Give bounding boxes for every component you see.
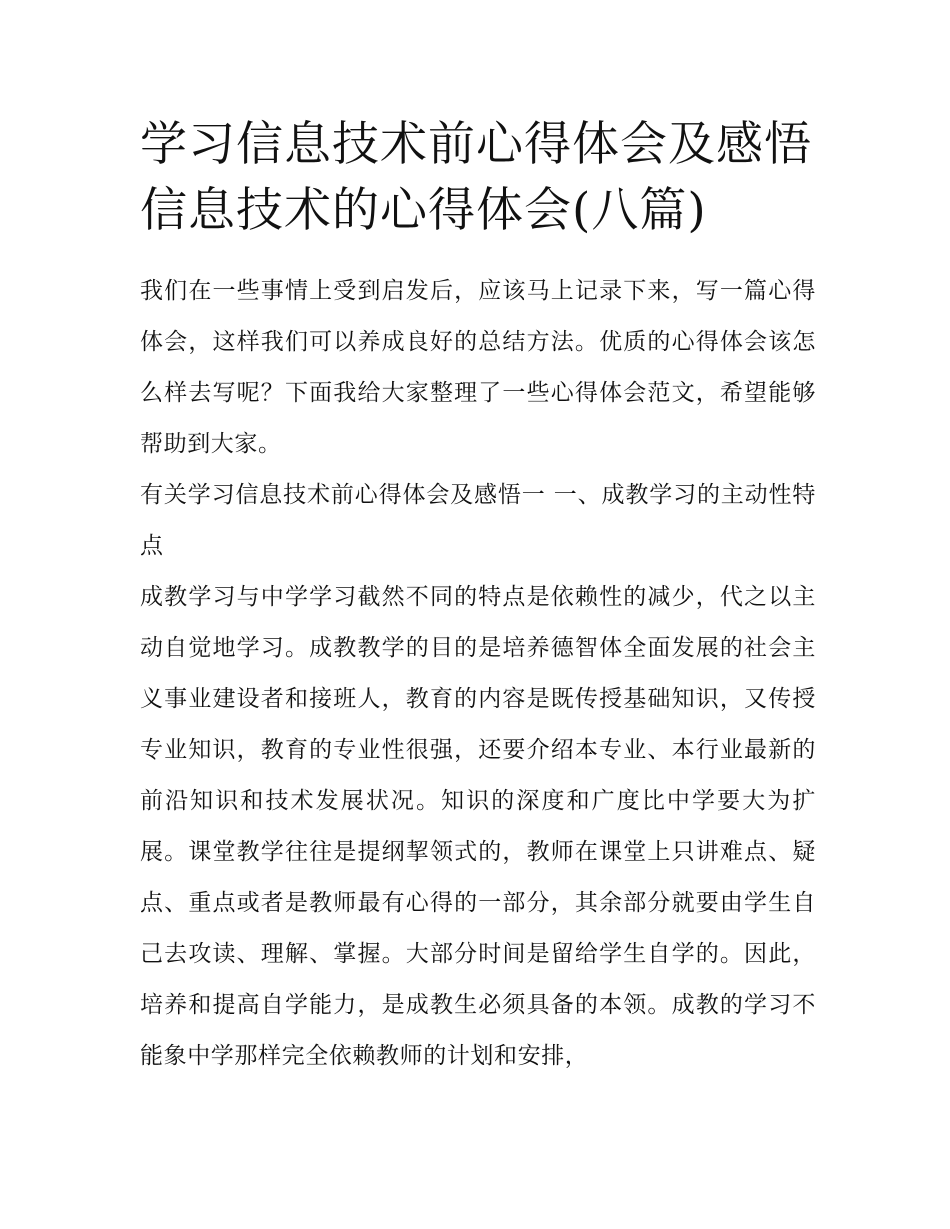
document-title: 学习信息技术前心得体会及感悟 信息技术的心得体会(八篇) bbox=[140, 117, 812, 238]
body-paragraph: 成教学习与中学学习截然不同的特点是依赖性的减少，代之以主动自觉地学习。成教教学的目的是培养德智体全面发展的社会主义事业建设者和接班人，教育的内容是既传授基础知识，又传授专业知识，教育的专业性很强，还要介绍本专业、本行业最新的前沿知识和技术发展状况。知识的深度和广度比中学要大为扩展。课堂教学往往是提纲挈领式的，教师在课堂上只讲难点、疑点、重点或者是教师最有心得的一部分，其余部分就要由学生自己去攻读、理解、掌握。大部分时间是留给学生自学的。因此，培养和提高自学能力，是成教生必须具备的本领。成教的学习不能象中学那样完全依赖教师的计划和安排， bbox=[140, 584, 816, 1069]
document-page bbox=[140, 112, 816, 1082]
section-heading: 有关学习信息技术前心得体会及感悟一 一、成教学习的主动性特点 bbox=[140, 482, 816, 559]
intro-paragraph: 我们在一些事情上受到启发后，应该马上记录下来，写一篇心得体会，这样我们可以养成良好的总结方法。优质的心得体会该怎么样去写呢？下面我给大家整理了一些心得体会范文，希望能够帮助到大家。 bbox=[140, 278, 816, 457]
